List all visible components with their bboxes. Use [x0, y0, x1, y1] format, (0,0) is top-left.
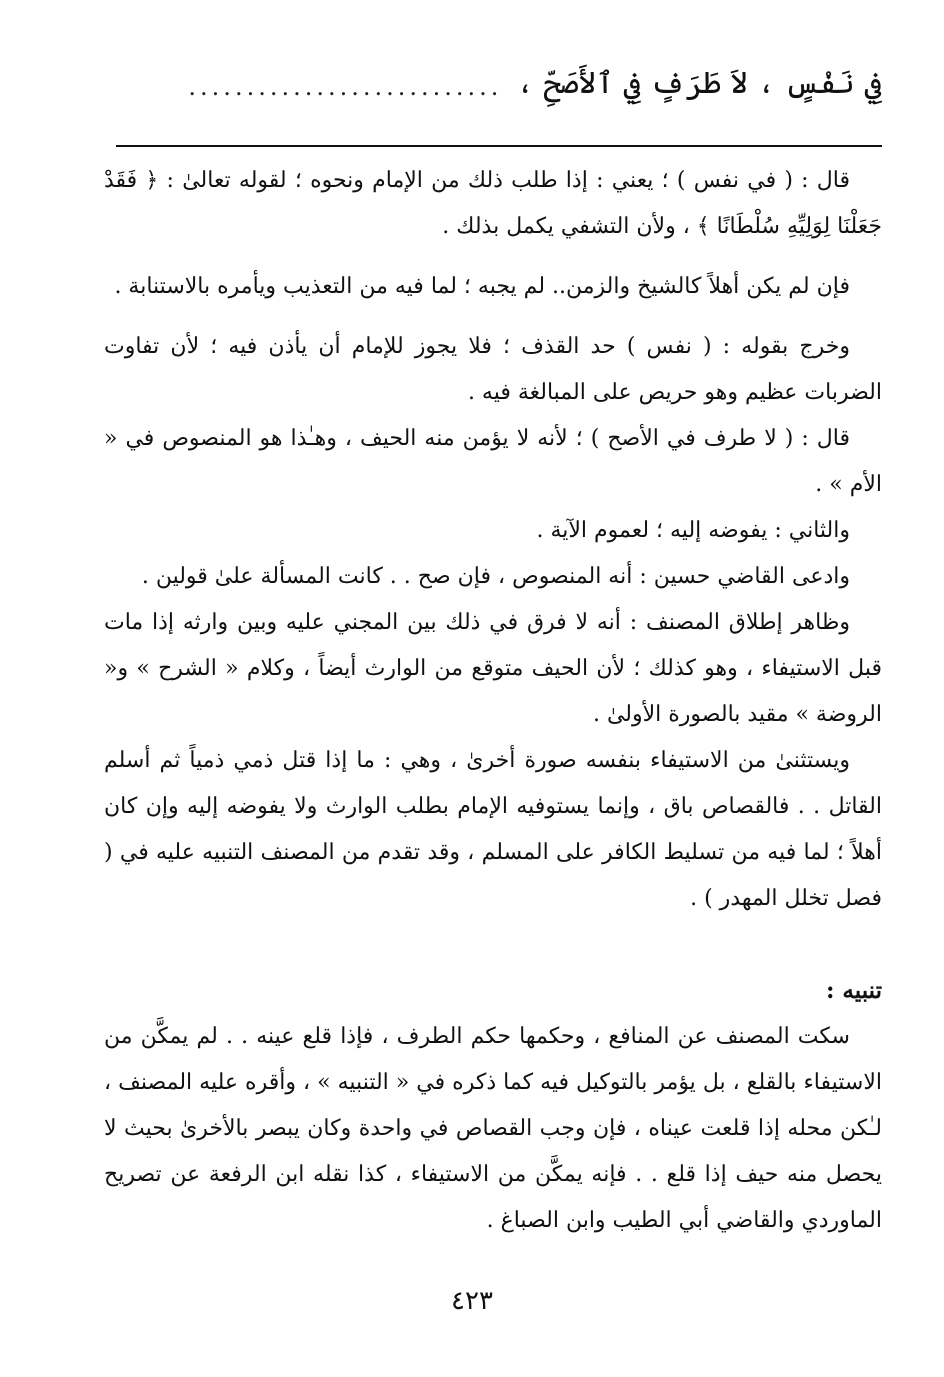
- tanbih-text: سكت المصنف عن المنافع ، وحكمها حكم الطرف ، فإذا قلع عينه . . لم يمكَّن من الاستيفاء بالقلع ، بل يؤمر بالتوكيل فيه كما ذكره في « التنبيه » ، وأقره عليه المصنف ، لـٰكن محله إذا قلعت عيناه ، فإن وجب القصاص في واحدة وكان يبصر بالأخرىٰ بحيث لا يحصل منه حيف إذا قلع . . فإنه يمكَّن من الاستيفاء ، كذا نقله ابن الرفعة عن تصريح الماوردي والقاضي أبي الطيب وابن الصباغ .: [104, 1024, 882, 1233]
- paragraph: فإن لم يكن أهلاً كالشيخ والزمن.. لم يجبه ؛ لما فيه من التعذيب ويأمره بالاستنابة .: [114, 274, 850, 299]
- paragraph: وخرج بقوله : ( نفس ) حد القذف ؛ فلا يجوز للإمام أن يأذن فيه ؛ لأن تفاوت الضربات عظيم وهو حريص على المبالغة فيه .: [104, 334, 882, 405]
- running-header: [104, 66, 882, 101]
- paragraph: ويستثنىٰ من الاستيفاء بنفسه صورة أخرىٰ ، وهي : ما إذا قتل ذمي ذمياً ثم أسلم القاتل . . فالقصاص باق ، وإنما يستوفيه الإمام بطلب الوارث ولا يفوضه إليه وإن كان أهلاً ؛ لما فيه من تسليط الكافر على المسلم ، وقد تقدم من المصنف التنبيه عليه في ( فصل تخلل المهدر ) .: [104, 748, 882, 911]
- paragraph: وادعى القاضي حسين : أنه المنصوص ، فإن صح . . كانت المسألة علىٰ قولين .: [141, 564, 850, 589]
- paragraph: قال : ( في نفس ) ؛ يعني : إذا طلب ذلك من الإمام ونحوه ؛ لقوله تعالىٰ : ﴿ فَقَدْ جَعَلْنَا لِوَلِيِّهِ سُلْطَانًا ﴾ ، ولأن التشفي يكمل بذلك .: [104, 168, 882, 239]
- paragraph: قال : ( لا طرف في الأصح ) ؛ لأنه لا يؤمن منه الحيف ، وهـٰذا هو المنصوص في « الأم » .: [104, 426, 882, 497]
- paragraph: والثاني : يفوضه إليه ؛ لعموم الآية .: [536, 518, 850, 543]
- header-title: فِي نَفْسٍ ، لاَ طَرَفٍ فِي ٱلأَصَحِّ ،: [516, 66, 882, 101]
- page-number: ٤٢٣: [451, 1286, 493, 1316]
- header-rule: [116, 145, 882, 147]
- paragraph: وظاهر إطلاق المصنف : أنه لا فرق في ذلك بين المجني عليه وبين وارثه إذا مات قبل الاستيفاء ، وهو كذلك ؛ لأن الحيف متوقع من الوارث أيضاً ، وكلام « الشرح » و« الروضة » مقيد بالصورة الأولىٰ .: [104, 610, 883, 727]
- header-dots: ...........................: [188, 73, 503, 101]
- tanbih-heading: تنبيه :: [825, 977, 882, 1004]
- page-body: [104, 158, 882, 1244]
